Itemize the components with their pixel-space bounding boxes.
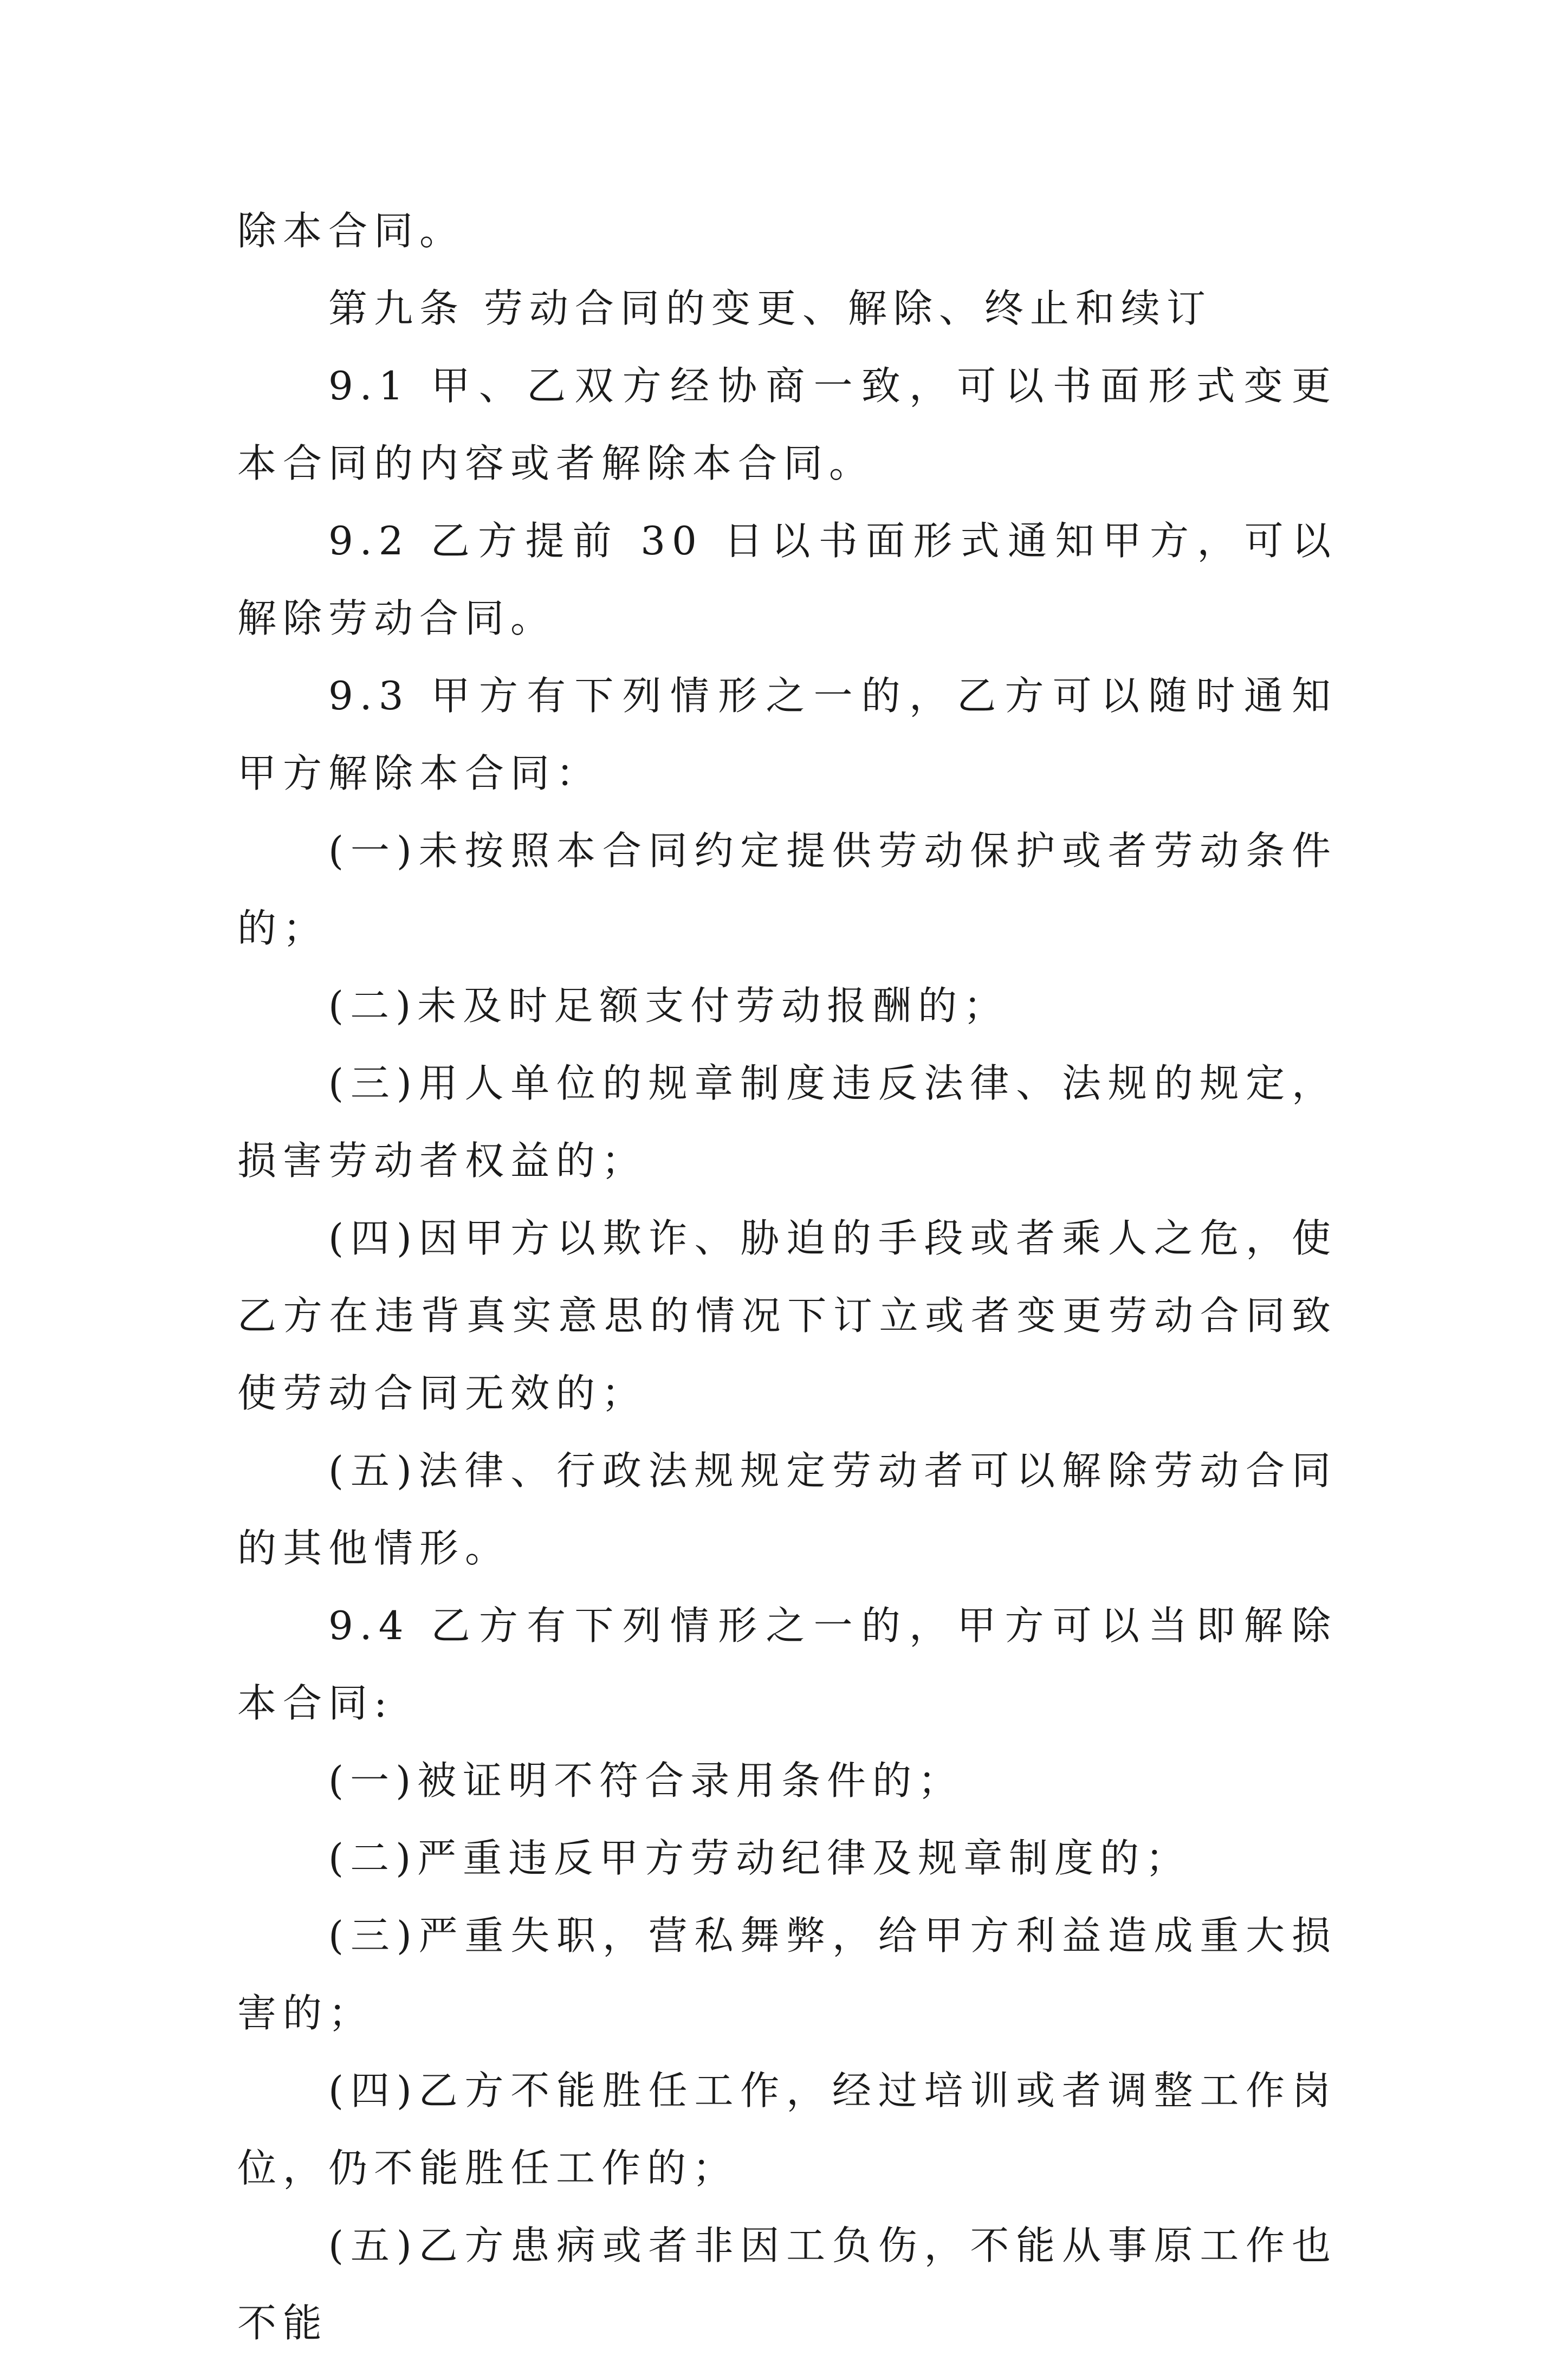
clause-9-3-item-3: (三)用人单位的规章制度违反法律、法规的规定，损害劳动者权益的； [237, 1060, 1337, 1183]
clause-9-3-item-4: (四)因甲方以欺诈、胁迫的手段或者乘人之危，使乙方在违背真实意思的情况下订立或者变更劳动合同致使劳动合同无效的； [237, 1215, 1337, 1416]
clause-9-4-item-1: (一)被证明不符合录用条件的； [328, 1758, 964, 1803]
clause-9-4-item-2: (二)严重违反甲方劳动纪律及规章制度的； [328, 1835, 1191, 1881]
clause-9-3-item-2: (二)未及时足额支付劳动报酬的； [328, 983, 1009, 1028]
article-9-heading: 第九条 劳动合同的变更、解除、终止和续订 [328, 286, 1212, 331]
clause-9-2: 9.2 乙方提前 30 日以书面形式通知甲方，可以解除劳动合同。 [237, 518, 1337, 641]
clause-9-4-item-5: (五)乙方患病或者非因工负伤，不能从事原工作也不能 [237, 2223, 1337, 2346]
clause-9-4-item-4: (四)乙方不能胜任工作，经过培训或者调整工作岗位，仍不能胜任工作的； [237, 2068, 1337, 2191]
clause-9-3: 9.3 甲方有下列情形之一的，乙方可以随时通知甲方解除本合同： [237, 673, 1337, 796]
document-body [237, 192, 1337, 2362]
clause-9-3-item-5: (五)法律、行政法规规定劳动者可以解除劳动合同的其他情形。 [237, 1448, 1337, 1571]
clause-9-1: 9.1 甲、乙双方经协商一致，可以书面形式变更本合同的内容或者解除本合同。 [237, 363, 1337, 486]
paragraph-continuation: 除本合同。 [237, 208, 465, 254]
clause-9-4-item-3: (三)严重失职，营私舞弊，给甲方利益造成重大损害的； [237, 1913, 1337, 2036]
clause-9-4: 9.4 乙方有下列情形之一的，甲方可以当即解除本合同: [237, 1603, 1337, 1726]
clause-9-3-item-1: (一)未按照本合同约定提供劳动保护或者劳动条件的； [237, 828, 1337, 951]
